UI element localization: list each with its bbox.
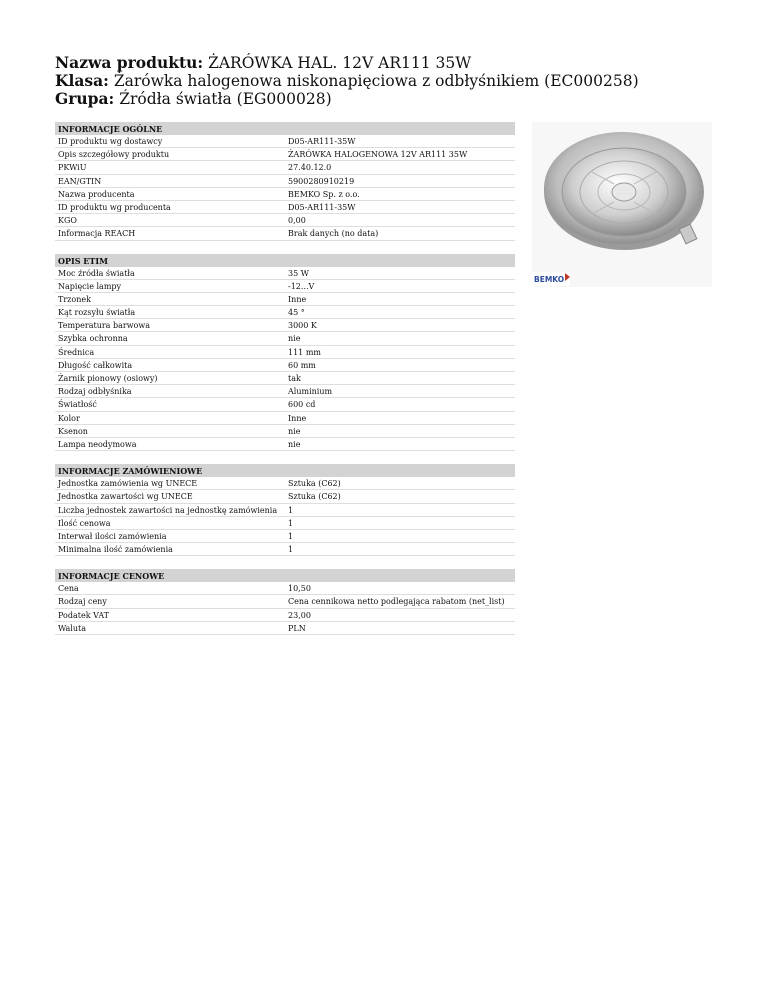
row-label: Średnica — [58, 347, 95, 357]
table-row — [55, 490, 515, 503]
row-label: Minimalna ilość zamówienia — [58, 545, 173, 555]
row-value: 111 mm — [288, 347, 321, 357]
row-label: KGO — [58, 216, 77, 226]
table-row — [55, 359, 515, 372]
table-row — [55, 188, 515, 201]
row-value: 1 — [288, 505, 294, 515]
row-value: 60 mm — [288, 360, 316, 370]
row-value: Inne — [288, 413, 307, 423]
table-row — [55, 346, 515, 359]
row-label: EAN/GTIN — [58, 176, 102, 186]
table-row — [55, 175, 515, 188]
row-label: Nazwa producenta — [58, 189, 135, 199]
table-row — [55, 504, 515, 517]
row-value: 35 W — [288, 268, 309, 278]
row-value: 600 cd — [288, 400, 316, 410]
row-value: Sztuka (C62) — [288, 492, 341, 502]
row-value: BEMKO Sp. z o.o. — [288, 189, 360, 199]
spec-section — [55, 122, 515, 241]
row-value: 1 — [288, 531, 294, 541]
row-value: 23,00 — [288, 610, 311, 620]
product-header — [55, 54, 735, 108]
row-label: Napięcie lampy — [58, 281, 122, 291]
row-label: ID produktu wg producenta — [58, 202, 171, 212]
row-value: PLN — [288, 623, 306, 633]
table-row — [55, 425, 515, 438]
row-label: Opis szczegółowy produktu — [58, 150, 170, 160]
spec-section — [55, 254, 515, 452]
row-value: 10,50 — [288, 584, 311, 594]
row-label: Waluta — [58, 623, 86, 633]
table-row — [55, 201, 515, 214]
row-value: -12...V — [288, 281, 315, 291]
table-row — [55, 372, 515, 385]
row-label: Cena — [58, 584, 79, 594]
row-value: D05-AR111-35W — [288, 202, 356, 212]
row-label: Światłość — [58, 400, 97, 410]
row-label: Jednostka zamówienia wg UNECE — [58, 479, 198, 489]
table-row — [55, 385, 515, 398]
row-label: Informacja REACH — [58, 229, 136, 239]
table-row — [55, 412, 515, 425]
table-row — [55, 438, 515, 451]
section-title: INFORMACJE OGÓLNE — [55, 122, 515, 135]
section-title: OPIS ETIM — [55, 254, 515, 267]
row-label: Szybka ochronna — [58, 334, 128, 344]
table-row — [55, 227, 515, 240]
section-title: INFORMACJE CENOWE — [55, 569, 515, 582]
product-image — [532, 122, 712, 287]
row-label: Trzonek — [58, 294, 91, 304]
row-label: Jednostka zawartości wg UNECE — [58, 492, 193, 502]
row-label: Kąt rozsyłu światła — [58, 308, 136, 318]
row-label: Temperatura barwowa — [58, 321, 150, 331]
product-name-label: Nazwa produktu: — [55, 53, 204, 72]
table-row — [55, 530, 515, 543]
table-row — [55, 306, 515, 319]
row-value: Brak danych (no data) — [288, 229, 379, 239]
row-label: Ilość cenowa — [58, 518, 111, 528]
row-label: Moc źródła światła — [58, 268, 135, 278]
row-label: ID produktu wg dostawcy — [58, 137, 163, 146]
row-value: 1 — [288, 518, 294, 528]
product-class-line — [55, 72, 735, 90]
table-row — [55, 595, 515, 608]
row-label: Długość całkowita — [58, 360, 133, 370]
row-value: 3000 K — [288, 321, 317, 331]
product-group-line — [55, 90, 735, 108]
spec-section — [55, 464, 515, 556]
row-value: Inne — [288, 294, 307, 304]
table-row — [55, 214, 515, 227]
product-spec-tables — [55, 122, 515, 648]
table-row — [55, 543, 515, 556]
table-row — [55, 609, 515, 622]
product-group-value: Źródła światła (EG000028) — [119, 90, 332, 108]
row-value: nie — [288, 439, 301, 449]
table-row — [55, 622, 515, 635]
table-row — [55, 582, 515, 595]
row-value: nie — [288, 426, 301, 436]
brand-logo: BEMKO — [534, 275, 565, 284]
halogen-bulb-icon — [532, 122, 712, 287]
row-value: Aluminium — [288, 387, 333, 397]
row-value: Sztuka (C62) — [288, 479, 341, 489]
row-label: Liczba jednostek zawartości na jednostkę zamówienia — [58, 505, 278, 515]
table-row — [55, 477, 515, 490]
table-row — [55, 332, 515, 345]
row-label: Rodzaj ceny — [58, 597, 107, 607]
product-group-label: Grupa: — [55, 89, 115, 108]
product-name-value: ŻARÓWKA HAL. 12V AR111 35W — [208, 54, 472, 72]
row-value: 1 — [288, 545, 294, 555]
row-value: 5900280910219 — [288, 176, 355, 186]
row-value: 0,00 — [288, 216, 306, 226]
table-row — [55, 293, 515, 306]
table-row — [55, 319, 515, 332]
table-row — [55, 135, 515, 148]
table-row — [55, 161, 515, 174]
product-name-line — [55, 54, 735, 72]
row-label: Lampa neodymowa — [58, 439, 137, 449]
row-value: ŻARÓWKA HALOGENOWA 12V AR111 35W — [288, 150, 468, 160]
row-value: tak — [288, 374, 301, 383]
row-value: 45 ° — [288, 308, 305, 318]
table-row — [55, 267, 515, 280]
row-label: Ksenon — [58, 426, 88, 436]
row-value: D05-AR111-35W — [288, 137, 356, 146]
row-label: Interwał ilości zamówienia — [58, 531, 167, 541]
row-label: Podatek VAT — [58, 610, 110, 620]
row-value: Cena cennikowa netto podlegająca rabatom (net_list) — [288, 597, 505, 607]
row-label: Kolor — [58, 413, 80, 423]
row-label: PKWiU — [58, 163, 87, 173]
row-value: 27.40.12.0 — [288, 163, 332, 173]
product-class-value: Żarówka halogenowa niskonapięciowa z odbłyśnikiem (EC000258) — [113, 72, 639, 90]
table-row — [55, 517, 515, 530]
section-title: INFORMACJE ZAMÓWIENIOWE — [55, 464, 515, 477]
spec-section — [55, 569, 515, 635]
product-class-label: Klasa: — [55, 71, 109, 90]
row-label: Żarnik pionowy (osiowy) — [58, 374, 158, 383]
table-row — [55, 148, 515, 161]
table-row — [55, 280, 515, 293]
row-label: Rodzaj odbłyśnika — [58, 387, 132, 397]
table-row — [55, 398, 515, 411]
row-value: nie — [288, 334, 301, 344]
